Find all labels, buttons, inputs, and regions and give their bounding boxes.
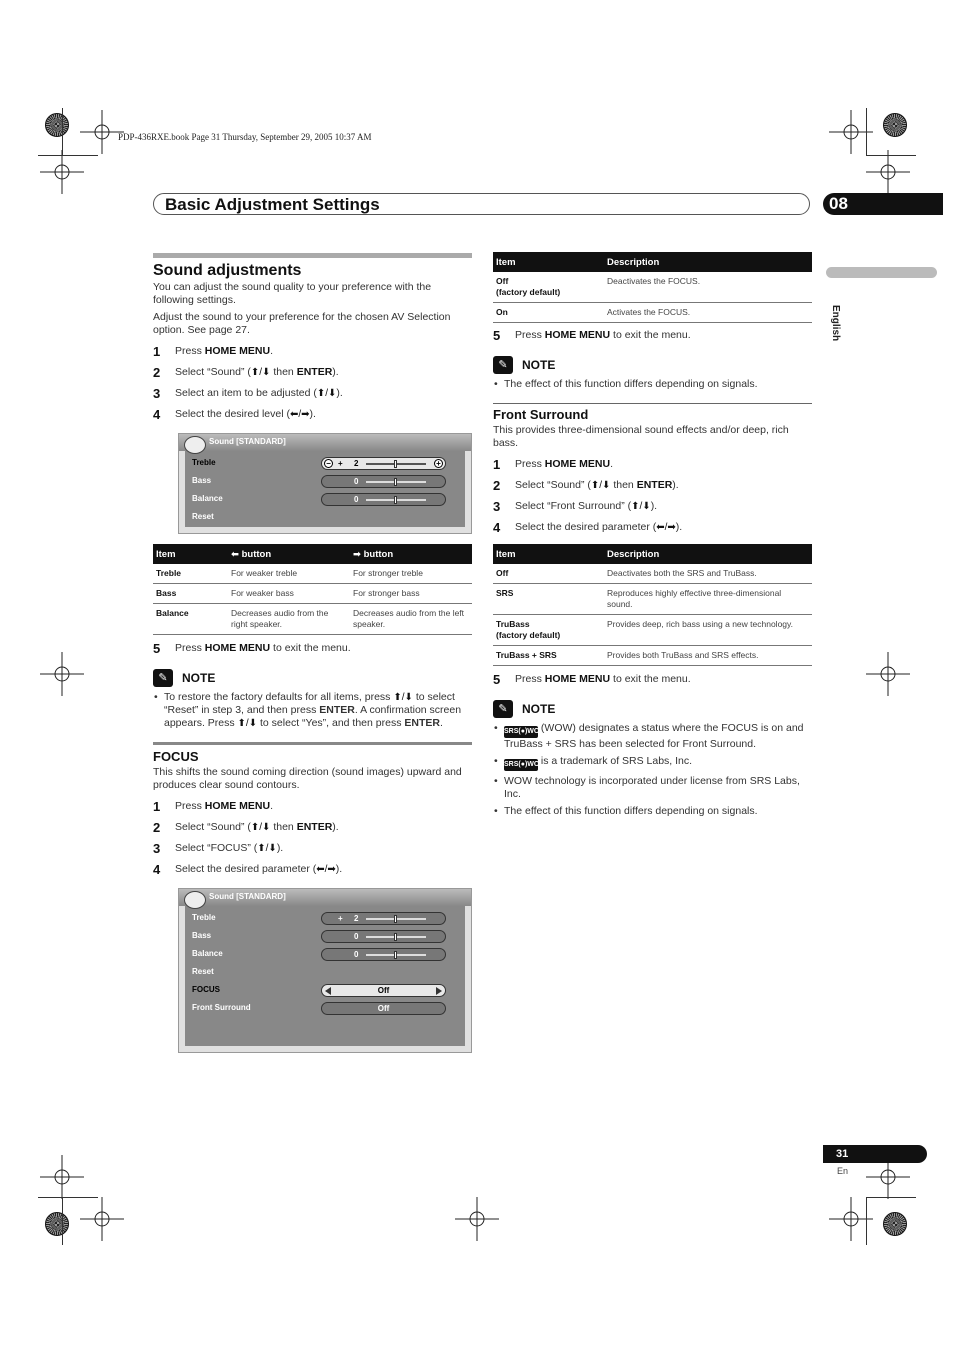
page-title: Basic Adjustment Settings <box>165 195 380 214</box>
list-item: • The effect of this function differs depending on signals. <box>493 805 812 818</box>
section-rule <box>493 403 812 404</box>
arrow-icon: ⬆/⬇ <box>250 367 271 378</box>
focus-title: FOCUS <box>153 749 199 764</box>
osd-row-balance: Balance 0 <box>185 946 465 964</box>
crosshair-icon <box>866 652 910 696</box>
crop-line <box>38 1197 98 1198</box>
crosshair-icon <box>40 652 84 696</box>
sound-table: Item ⬅ button ➡ button Treble For weaker treble For stronger treble Bass For weaker bass For stronger bass Balance Decreases audio from the right speaker. Decreases audio from the left speaker. <box>153 544 472 635</box>
list-item: • SRS(●)WOW (WOW) designates a status where the FOCUS is on and TruBass + SRS has been selected for Front Surround. <box>493 722 812 751</box>
table-row: Balance Decreases audio from the right speaker. Decreases audio from the left speaker. <box>153 604 472 635</box>
header-bar <box>153 193 810 215</box>
crosshair-icon <box>455 1197 499 1241</box>
language-label: English <box>830 305 841 342</box>
chapter-badge: 08 <box>823 193 943 215</box>
step-1: 1 Press HOME MENU. <box>153 799 274 814</box>
pencil-icon: ✎ <box>493 356 513 374</box>
note-heading: ✎ NOTE <box>493 699 812 719</box>
right-column <box>493 252 812 822</box>
note-heading: ✎ NOTE <box>493 355 812 375</box>
section-rule <box>153 742 472 745</box>
focus-table: Item Description Off (factory default) Deactivates the FOCUS. On Activates the FOCUS. <box>493 252 812 323</box>
pencil-icon: ✎ <box>153 669 173 687</box>
step-2: 2 Select “Sound” (⬆/⬇ then ENTER). <box>493 478 679 493</box>
sound-icon <box>184 436 206 454</box>
table-row: TruBass (factory default) Provides deep, rich bass using a new technology. <box>493 615 812 646</box>
registration-dial-bottom-right <box>883 1212 907 1236</box>
list-item: • To restore the factory defaults for all items, press ⬆/⬇ to select “Reset” in step 3, and then press ENTER. A confirmation screen appears. Press ⬆/⬇ to select “Yes”, and then press ENTER. <box>153 691 472 730</box>
registration-dial-top-left <box>45 113 69 137</box>
osd-row-treble: Treble − + 2 + <box>185 455 465 473</box>
crop-line <box>866 155 916 156</box>
crop-line <box>866 1197 867 1245</box>
step-5: 5 Press HOME MENU to exit the menu. <box>153 641 351 656</box>
arrow-icon: ⬅/➡ <box>289 409 310 420</box>
front-surround-intro: This provides three-dimensional sound effects and/or deep, rich bass. <box>493 424 789 449</box>
front-surround-table: Item Description Off Deactivates both the SRS and TruBass. SRS Reproduces highly effective three-dimensional sound. TruBass (factory default) Provides deep, rich bass using a new technology. TruBass + SRS Provides both TruBass and SRS effects. <box>493 544 812 666</box>
crop-line <box>62 108 63 156</box>
sound-intro-2: Adjust the sound to your preference for the chosen AV Selection option. See page 27. <box>153 311 451 336</box>
step-1: 1 Press HOME MENU. <box>493 457 614 472</box>
step-3: 3 Select “FOCUS” (⬆/⬇). <box>153 841 284 856</box>
front-surround-notes <box>493 722 812 818</box>
srs-wow-logo-icon: SRS(●)WOW <box>504 726 538 738</box>
sound-osd-screenshot: Sound [STANDARD] Treble − + 2 + Bass 0 Balance 0 Reset <box>178 433 472 534</box>
osd-row-focus: FOCUS Off <box>185 982 465 1000</box>
table-row: Off (factory default) Deactivates the FOCUS. <box>493 272 812 303</box>
step-3: 3 Select an item to be adjusted (⬆/⬇). <box>153 386 343 401</box>
registration-dial-top-right <box>883 113 907 137</box>
step-4: 4 Select the desired parameter (⬅/➡). <box>493 520 683 535</box>
osd-row-front-surround: Front Surround Off <box>185 1000 465 1018</box>
book-info: PDP-436RXE.book Page 31 Thursday, September 29, 2005 10:37 AM <box>118 132 372 142</box>
crop-line <box>866 108 867 156</box>
step-2: 2 Select “Sound” (⬆/⬇ then ENTER). <box>153 365 339 380</box>
registration-dial-bottom-left <box>45 1212 69 1236</box>
table-row: SRS Reproduces highly effective three-dimensional sound. <box>493 584 812 615</box>
page-number: 31 <box>823 1145 927 1163</box>
osd-row-reset: Reset <box>192 967 214 976</box>
osd-row-treble: Treble + 2 <box>185 910 465 928</box>
focus-notes <box>493 378 812 391</box>
step-2: 2 Select “Sound” (⬆/⬇ then ENTER). <box>153 820 339 835</box>
pencil-icon: ✎ <box>493 700 513 718</box>
step-5: 5 Press HOME MENU to exit the menu. <box>493 328 691 343</box>
osd-row-bass: Bass 0 <box>185 473 465 491</box>
page-language: En <box>837 1166 849 1176</box>
step-1: 1 Press HOME MENU. <box>153 344 274 359</box>
crop-line <box>38 155 98 156</box>
table-row: On Activates the FOCUS. <box>493 303 812 323</box>
front-surround-title: Front Surround <box>493 407 589 422</box>
crosshair-icon <box>866 150 910 194</box>
osd-row-balance: Balance 0 <box>185 491 465 509</box>
osd-row-bass: Bass 0 <box>185 928 465 946</box>
sound-intro: You can adjust the sound quality to your preference with the following settings. <box>153 281 432 306</box>
plus-icon: + <box>434 459 443 468</box>
section-rule <box>153 253 472 258</box>
focus-osd-screenshot: Sound [STANDARD] Treble + 2 Bass 0 Balance 0 Reset FOCUS Off Front Surround Off <box>178 888 472 1053</box>
table-row: TruBass + SRS Provides both TruBass and SRS effects. <box>493 646 812 666</box>
step-5: 5 Press HOME MENU to exit the menu. <box>493 672 691 687</box>
sound-title: Sound adjustments <box>153 262 302 279</box>
step-3: 3 Select “Front Surround” (⬆/⬇). <box>493 499 658 514</box>
minus-icon: − <box>324 459 333 468</box>
table-row: Bass For weaker bass For stronger bass <box>153 584 472 604</box>
note-heading: ✎ NOTE <box>153 668 472 688</box>
crosshair-icon <box>40 1155 84 1199</box>
left-column <box>153 253 472 1053</box>
arrow-icon: ⬆/⬇ <box>316 388 337 399</box>
list-item: • The effect of this function differs depending on signals. <box>493 378 812 391</box>
right-arrow-icon <box>436 987 442 995</box>
list-item: • WOW technology is incorporated under license from SRS Labs, Inc. <box>493 775 812 801</box>
sound-notes <box>153 691 472 730</box>
table-row: Off Deactivates both the SRS and TruBass. <box>493 564 812 584</box>
list-item: • SRS(●)WOW is a trademark of SRS Labs, Inc. <box>493 755 812 771</box>
focus-intro: This shifts the sound coming direction (sound images) upward and produces clear sound contours. <box>153 766 462 791</box>
srs-wow-logo-icon: SRS(●)WOW <box>504 759 538 771</box>
step-4: 4 Select the desired parameter (⬅/➡). <box>153 862 343 877</box>
crosshair-icon <box>80 1197 124 1241</box>
crosshair-icon <box>40 150 84 194</box>
step-4: 4 Select the desired level (⬅/➡). <box>153 407 316 422</box>
crop-line <box>62 1197 63 1245</box>
crop-line <box>866 1197 916 1198</box>
table-row: Treble For weaker treble For stronger treble <box>153 564 472 584</box>
language-tab <box>826 267 937 278</box>
osd-row-reset: Reset <box>192 512 214 521</box>
sound-icon <box>184 891 206 909</box>
